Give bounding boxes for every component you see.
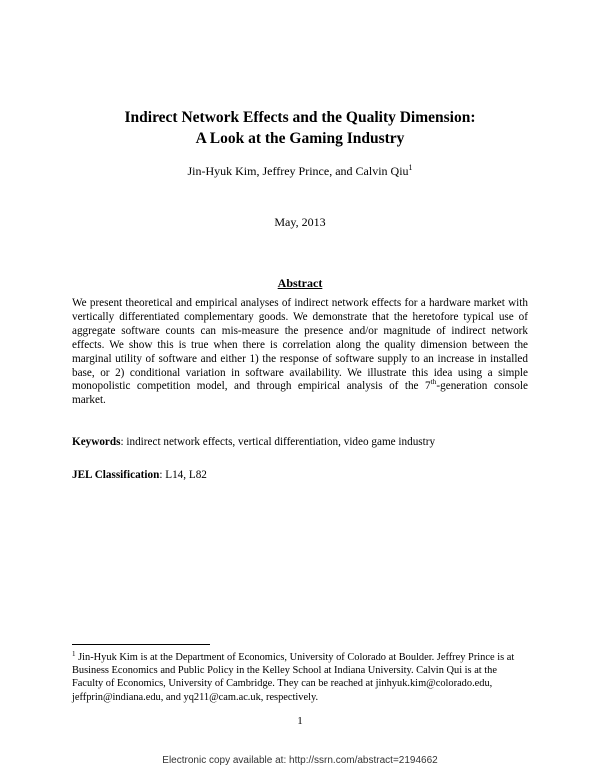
keywords-line <box>72 436 528 448</box>
footnote-divider <box>72 644 210 645</box>
author-names: Jin-Hyuk Kim, Jeffrey Prince, and Calvin Qiu <box>187 164 409 178</box>
jel-classification-line <box>72 469 528 481</box>
footnote-mark: 1 <box>72 650 76 658</box>
page-number: 1 <box>297 715 303 727</box>
footnote-text: Jin-Hyuk Kim is at the Department of Economics, University of Colorado at Boulder. Jeffrey Prince is at Business Economics and Public Policy in the Kelley School at Indiana University. Calvin Qui is at the Faculty of Economics, University of Cambridge. They can be reached at jinhyuk.kim@colorado.edu, jeffprin@indiana.edu, and yq211@cam.ac.uk, respectively. <box>72 652 515 703</box>
abstract-superscript: th <box>430 377 437 387</box>
footnote <box>72 651 528 704</box>
abstract-heading: Abstract <box>277 276 323 290</box>
abstract-text-end: -generation console market. <box>72 380 528 407</box>
author-line <box>0 164 600 179</box>
publication-date: May, 2013 <box>274 215 326 229</box>
jel-label: JEL Classification <box>72 469 160 481</box>
title-line-2: A Look at the Gaming Industry <box>195 130 405 147</box>
keywords-value: : indirect network effects, vertical differentiation, video game industry <box>120 436 436 448</box>
jel-value: : L14, L82 <box>159 469 207 481</box>
abstract-body <box>72 297 528 408</box>
keywords-label: Keywords <box>72 436 121 448</box>
paper-title <box>0 107 600 149</box>
author-footnote-mark: 1 <box>408 163 413 172</box>
ssrn-footer: Electronic copy available at: http://ssrn.com/abstract=2194662 <box>162 755 438 766</box>
title-line-1: Indirect Network Effects and the Quality Dimension: <box>124 109 476 126</box>
abstract-text: We present theoretical and empirical analyses of indirect network effects for a hardware market with vertically differentiated complementary goods. We demonstrate that the heretofore typical use of aggregate software counts can mis-measure the presence and/or magnitude of indirect network effects. We show this is true when there is correlation along the quality dimension between the marginal utility of software and either 1) the response of software supply to an increase in installed base, or 2) conditional variation in software availability. We illustrate this idea using a simple monopolistic competition model, and through empirical analysis of the 7 <box>72 297 528 393</box>
